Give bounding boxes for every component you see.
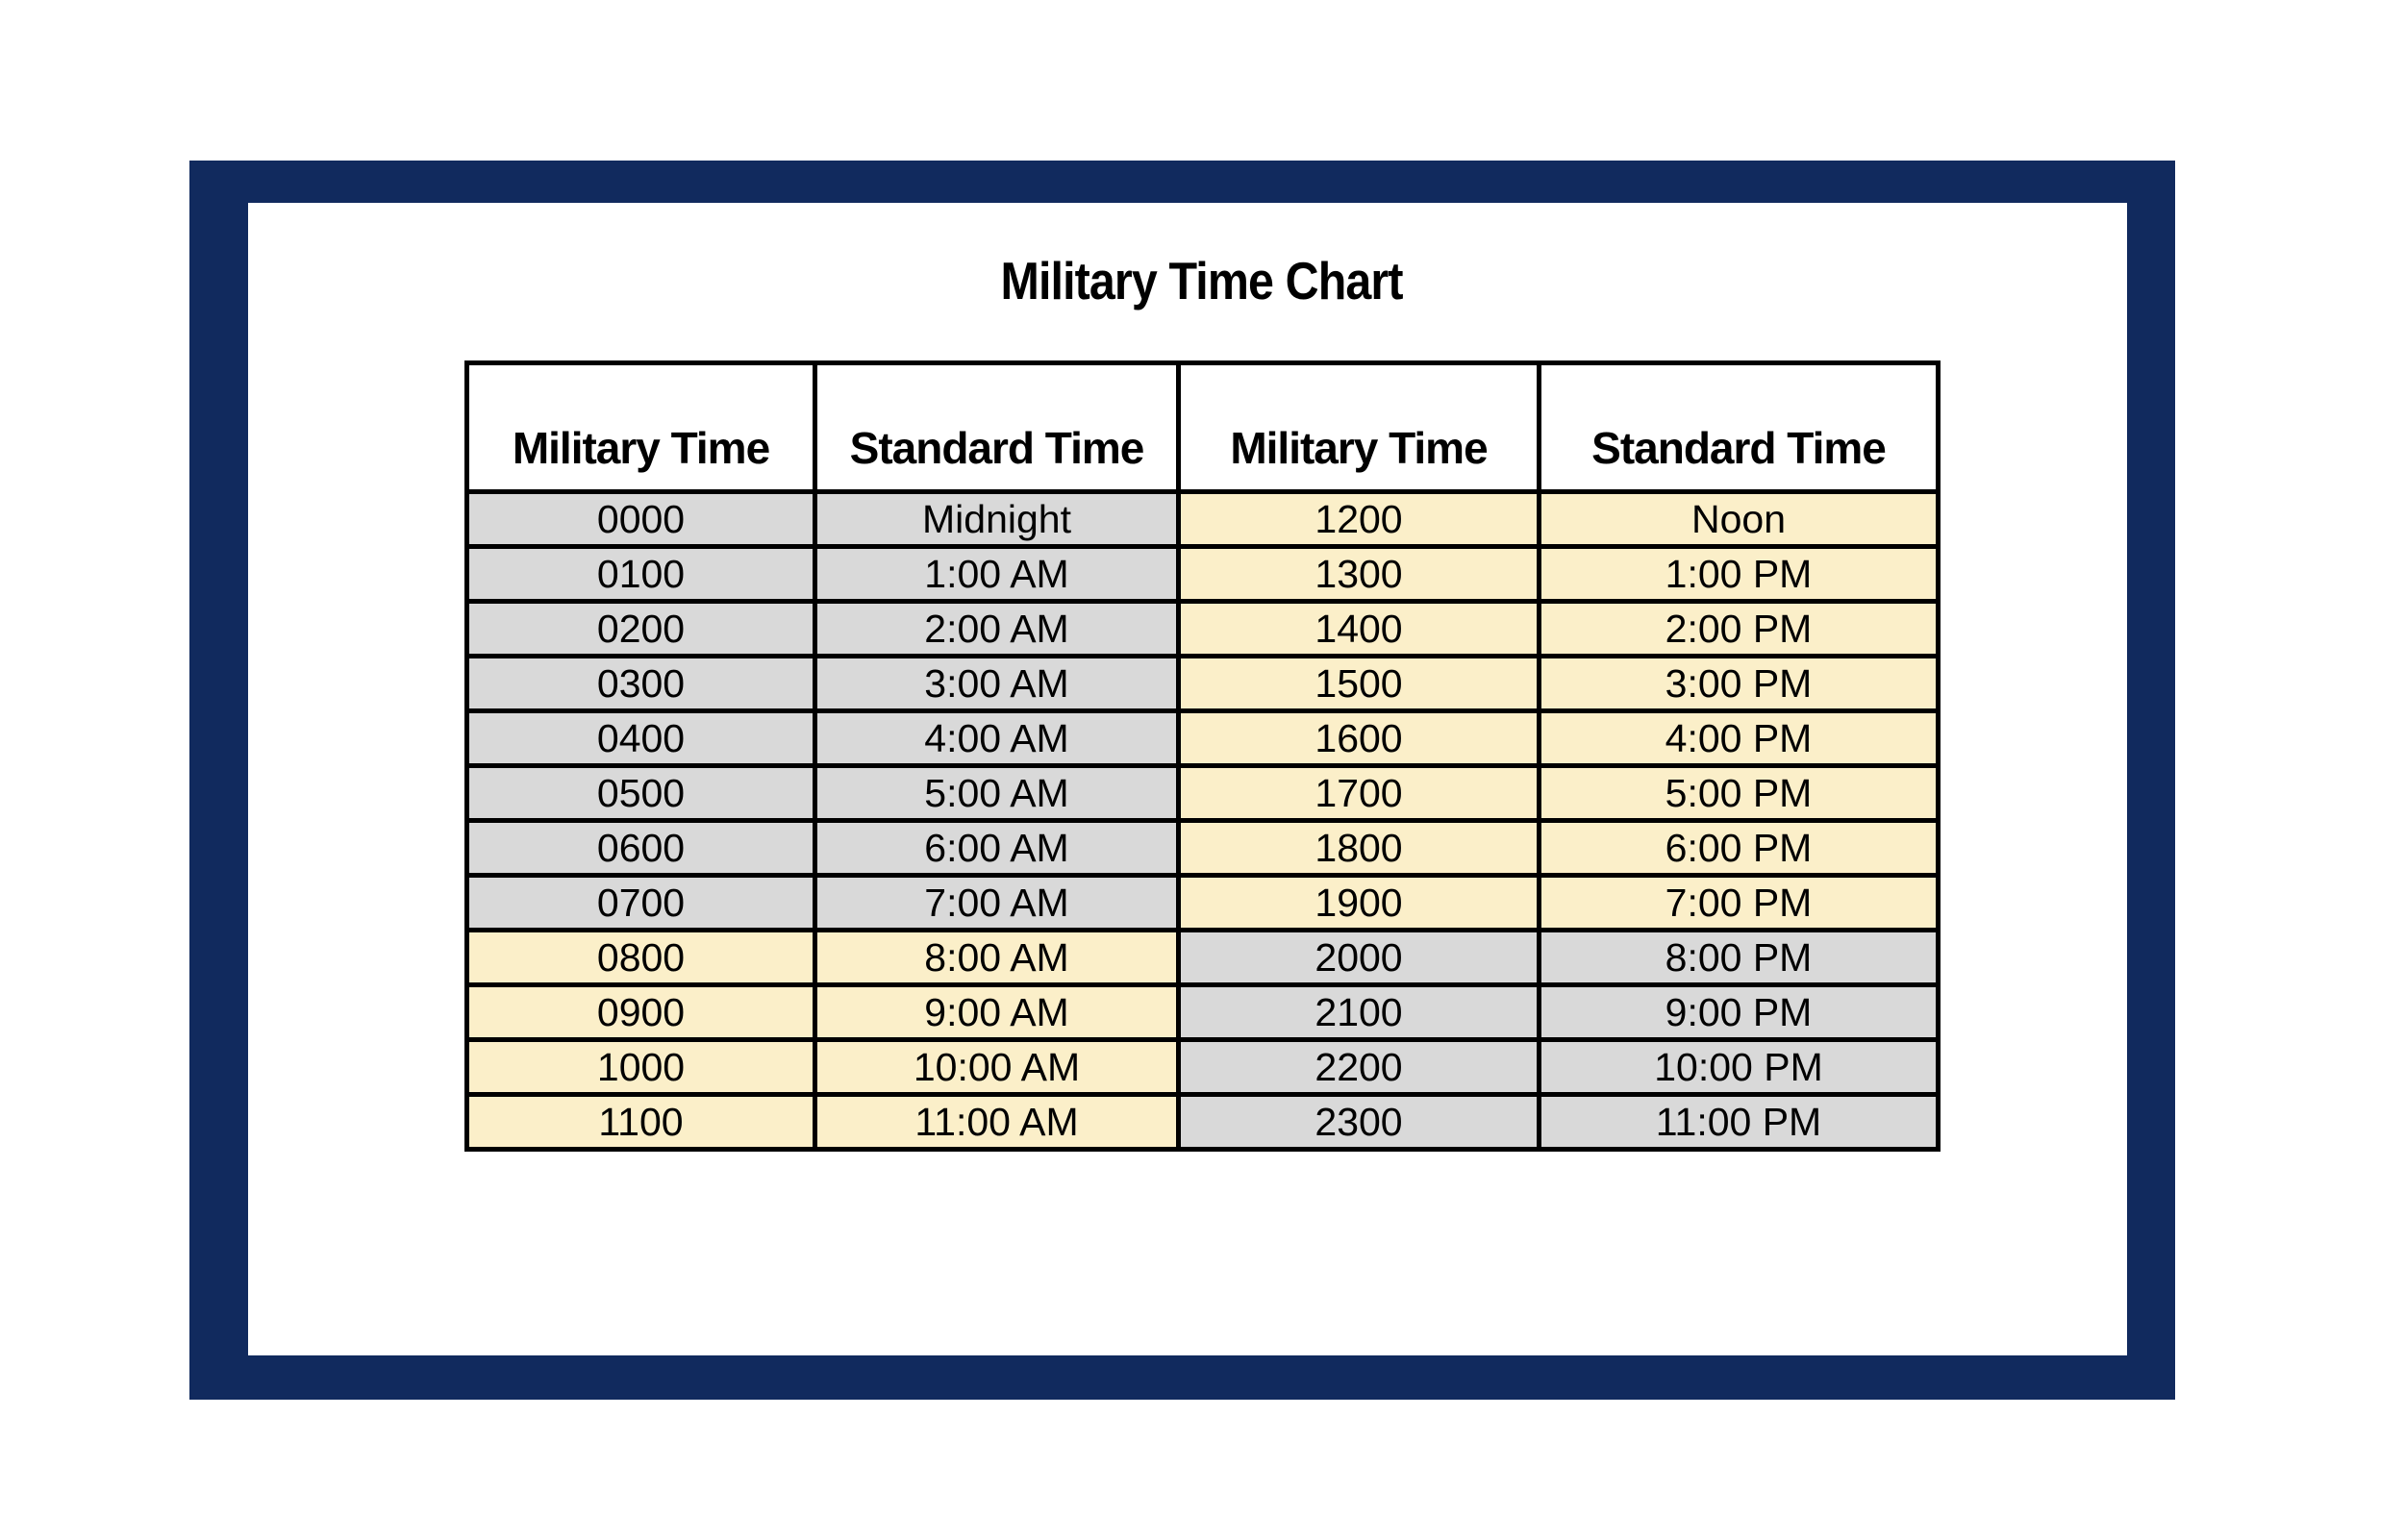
standard-time-cell: 10:00 AM xyxy=(815,1040,1179,1095)
table-row xyxy=(467,711,1939,766)
military-time-cell: 2000 xyxy=(1179,931,1540,985)
military-time-cell: 2200 xyxy=(1179,1040,1540,1095)
standard-time-cell: 1:00 AM xyxy=(815,547,1179,602)
standard-time-cell: 1:00 PM xyxy=(1540,547,1939,602)
table-row xyxy=(467,931,1939,985)
military-time-cell: 0900 xyxy=(467,985,815,1040)
military-time-cell: 1800 xyxy=(1179,821,1540,876)
column-header-military-time-1: Military Time xyxy=(467,363,815,492)
military-time-cell: 2100 xyxy=(1179,985,1540,1040)
military-time-cell: 1900 xyxy=(1179,876,1540,931)
military-time-conversion-table xyxy=(464,360,1941,1152)
standard-time-cell: 7:00 AM xyxy=(815,876,1179,931)
standard-time-cell: 11:00 PM xyxy=(1540,1095,1939,1150)
military-time-cell: 1600 xyxy=(1179,711,1540,766)
standard-time-cell: 5:00 PM xyxy=(1540,766,1939,821)
table-header xyxy=(467,363,1939,492)
military-time-cell: 1400 xyxy=(1179,602,1540,657)
military-time-cell: 0300 xyxy=(467,657,815,711)
conversion-table-body xyxy=(467,492,1939,1150)
standard-time-cell: 8:00 AM xyxy=(815,931,1179,985)
standard-time-cell: 3:00 AM xyxy=(815,657,1179,711)
military-time-cell: 0100 xyxy=(467,547,815,602)
military-time-cell: 0600 xyxy=(467,821,815,876)
standard-time-cell: 11:00 AM xyxy=(815,1095,1179,1150)
military-time-cell: 0000 xyxy=(467,492,815,547)
standard-time-cell: 4:00 AM xyxy=(815,711,1179,766)
table-row xyxy=(467,657,1939,711)
standard-time-cell: 2:00 PM xyxy=(1540,602,1939,657)
military-time-cell: 1700 xyxy=(1179,766,1540,821)
column-header-standard-time-1: Standard Time xyxy=(815,363,1179,492)
table-row xyxy=(467,876,1939,931)
military-time-cell: 0200 xyxy=(467,602,815,657)
standard-time-cell: 2:00 AM xyxy=(815,602,1179,657)
standard-time-cell: Midnight xyxy=(815,492,1179,547)
column-header-standard-time-2: Standard Time xyxy=(1540,363,1939,492)
military-time-cell: 1300 xyxy=(1179,547,1540,602)
page-title xyxy=(0,252,2404,310)
standard-time-cell: 5:00 AM xyxy=(815,766,1179,821)
table-row xyxy=(467,821,1939,876)
military-time-cell: 1100 xyxy=(467,1095,815,1150)
table-row xyxy=(467,547,1939,602)
military-time-cell: 1200 xyxy=(1179,492,1540,547)
table-row xyxy=(467,766,1939,821)
military-time-cell: 0800 xyxy=(467,931,815,985)
page-title-text: Military Time Chart xyxy=(1000,251,1404,310)
standard-time-cell: 9:00 PM xyxy=(1540,985,1939,1040)
table-row xyxy=(467,602,1939,657)
standard-time-cell: 6:00 PM xyxy=(1540,821,1939,876)
standard-time-cell: 10:00 PM xyxy=(1540,1040,1939,1095)
table-row xyxy=(467,492,1939,547)
standard-time-cell: 8:00 PM xyxy=(1540,931,1939,985)
military-time-cell: 0500 xyxy=(467,766,815,821)
military-time-cell: 1500 xyxy=(1179,657,1540,711)
standard-time-cell: 4:00 PM xyxy=(1540,711,1939,766)
military-time-cell: 1000 xyxy=(467,1040,815,1095)
table-header-row xyxy=(467,363,1939,492)
standard-time-cell: 3:00 PM xyxy=(1540,657,1939,711)
table-row xyxy=(467,985,1939,1040)
military-time-cell: 0700 xyxy=(467,876,815,931)
column-header-military-time-2: Military Time xyxy=(1179,363,1540,492)
standard-time-cell: 6:00 AM xyxy=(815,821,1179,876)
standard-time-cell: 9:00 AM xyxy=(815,985,1179,1040)
table-row xyxy=(467,1040,1939,1095)
standard-time-cell: 7:00 PM xyxy=(1540,876,1939,931)
table-row xyxy=(467,1095,1939,1150)
military-time-cell: 2300 xyxy=(1179,1095,1540,1150)
military-time-cell: 0400 xyxy=(467,711,815,766)
standard-time-cell: Noon xyxy=(1540,492,1939,547)
